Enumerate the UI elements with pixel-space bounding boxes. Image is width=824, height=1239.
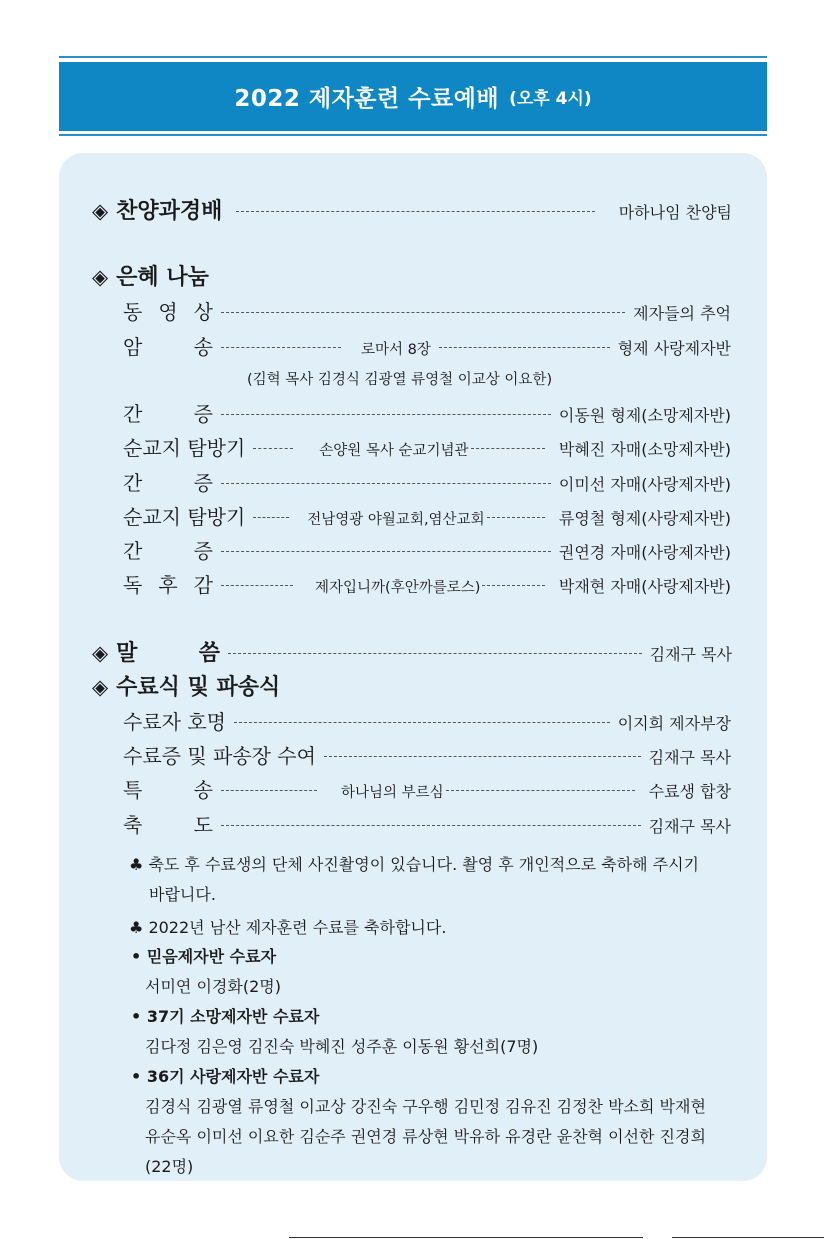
- title-banner: [59, 62, 767, 131]
- leader-dots: [221, 551, 551, 552]
- bullet-icon: •: [131, 1067, 142, 1086]
- grace-heading-row: [92, 260, 209, 291]
- top-rule: [59, 56, 767, 58]
- leader-dots: [482, 585, 544, 586]
- leader-dots: [221, 790, 317, 791]
- ceremony-item-special-song: 특 송 하나님의 부르심 수료생 합창: [123, 778, 731, 802]
- diamond-icon: ◈: [92, 641, 109, 665]
- bullet-icon: •: [131, 1007, 142, 1026]
- graduate-list: • 믿음제자반 수료자 서미연 이경화(2명) • 37기 소망제자반 수료자 김다정 김은영 김진숙 박혜진 성주훈 이동원 황선희(7명) • 36기 사랑제자반 수료자 김경식 김광열 류영철 이교상 강진숙 구우행 김민정 김유진 김정찬 박소희 박재현 유순옥 이미선 이요한 김순주 권연경 류상현 박유하 유경란 윤찬혁 이선한 진경희 (22명): [131, 942, 731, 1182]
- leader-dots: [221, 312, 625, 313]
- club-icon: ♣: [129, 855, 144, 874]
- leader-dots: [221, 414, 551, 415]
- leader-dots: [221, 585, 293, 586]
- ceremony-item-benediction: 축 도 김재구 목사: [123, 813, 731, 837]
- grace-item-testimony: 간 증 이동원 형제(소망제자반): [123, 402, 731, 426]
- leader-dots: [234, 722, 610, 723]
- ceremony-heading: ◈ 수료식 및 파송식: [92, 675, 281, 700]
- grace-item-martyr-tour: 순교지 탐방기 전남영광 야월교회,염산교회 류영철 형제(사랑제자반): [123, 505, 731, 529]
- leader-dots: [446, 790, 635, 791]
- ceremony-item-rollcall: 수료자 호명 이지희 제자부장: [123, 710, 731, 734]
- sermon-heading: ◈ 말 씀: [92, 641, 220, 666]
- leader-dots: [253, 448, 293, 449]
- footer-rule: [289, 1237, 643, 1238]
- sermon-row: [92, 636, 732, 667]
- leader-dots: [439, 347, 610, 348]
- diamond-icon: ◈: [92, 675, 109, 699]
- ceremony-item-certificate: 수료증 및 파송장 수여 김재구 목사: [123, 744, 731, 768]
- list-item: • 36기 사랑제자반 수료자: [131, 1067, 320, 1086]
- footer-rule: [672, 1237, 824, 1238]
- leader-dots: [221, 825, 641, 826]
- photo-note: ♣ 축도 후 수료생의 단체 사진촬영이 있습니다. 촬영 후 개인적으로 축하해 주시기 바랍니다.: [129, 855, 699, 904]
- ceremony-heading-row: [92, 670, 280, 701]
- list-item: • 37기 소망제자반 수료자: [131, 1007, 320, 1026]
- under-rule: [59, 134, 767, 136]
- grace-item-martyr-tour: 순교지 탐방기 손양원 목사 순교기념관 박혜진 자매(소망제자반): [123, 436, 731, 460]
- leader-dots: [228, 653, 642, 654]
- congrats-note: ♣ 2022년 남산 제자훈련 수료를 축하합니다.: [129, 918, 447, 937]
- leader-dots: [324, 756, 641, 757]
- grace-item-testimony: 간 증 이미선 자매(사랑제자반): [123, 471, 731, 495]
- page-subtitle: (오후 4시): [509, 89, 592, 109]
- leader-dots: [487, 517, 545, 518]
- leader-dots: [221, 483, 551, 484]
- diamond-icon: ◈: [92, 265, 109, 289]
- diamond-icon: ◈: [92, 199, 109, 223]
- leader-dots: [221, 347, 341, 348]
- leader-dots: [236, 211, 594, 212]
- sermon-speaker: 김재구 목사: [649, 645, 732, 664]
- bullet-icon: •: [131, 947, 142, 966]
- grace-heading: ◈ 은혜 나눔: [92, 265, 209, 290]
- leader-dots: [253, 517, 289, 518]
- club-icon: ♣: [129, 918, 144, 937]
- list-item: • 믿음제자반 수료자: [131, 947, 277, 966]
- praise-row: [92, 194, 732, 225]
- grace-item-book-report: 독 후 감 제자입니까(후안까를로스) 박재현 자매(사랑제자반): [123, 573, 731, 597]
- page-title: 2022 제자훈련 수료예배: [234, 86, 500, 112]
- praise-performer: 마하나임 찬양팀: [618, 203, 732, 222]
- grace-item-video: 동 영 상 제자들의 추억: [123, 300, 731, 324]
- recitation-members: (김혁 목사 김경식 김광열 류영철 이교상 이요한): [247, 372, 553, 388]
- praise-heading: ◈ 찬양과경배: [92, 199, 223, 224]
- leader-dots: [471, 448, 545, 449]
- grace-item-testimony: 간 증 권연경 자매(사랑제자반): [123, 539, 731, 563]
- grace-item-recitation: 암 송 로마서 8장 형제 사랑제자반: [123, 335, 731, 359]
